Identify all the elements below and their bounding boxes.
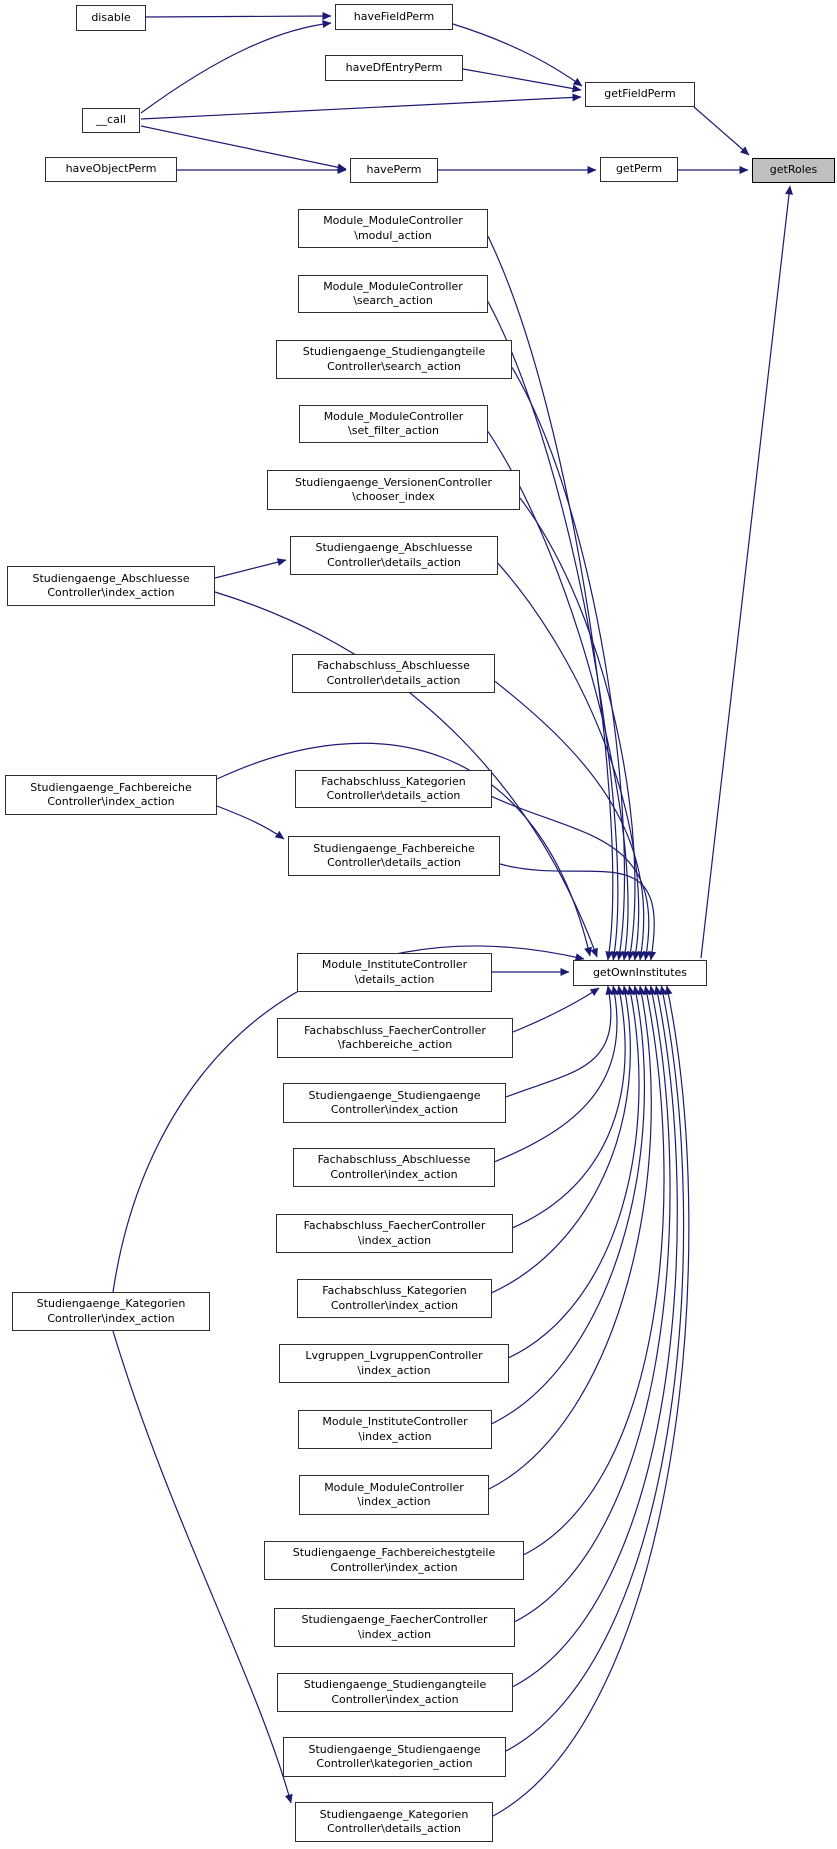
node-label: Studiengaenge_FaecherController (301, 1613, 488, 1627)
node-label: getFieldPerm (604, 87, 676, 101)
node-stud-fachbereichestgteile-index[interactable] (264, 1541, 524, 1580)
node-label: Studiengaenge_VersionenController (294, 475, 493, 489)
node-label: haveFieldPerm (353, 9, 435, 23)
node-label: Studiengaenge_Kategorien (36, 1297, 186, 1311)
node-fachab-faecher-fachbereiche[interactable] (277, 1018, 513, 1058)
node-getPerm[interactable] (600, 157, 678, 182)
node-stud-kategorien-index[interactable] (12, 1292, 210, 1331)
node-label: Module_InstituteController (321, 958, 468, 972)
node-label: Studiengaenge_Studiengaenge (308, 1742, 481, 1756)
node-label: Fachabschluss_Abschluesse (317, 1153, 471, 1167)
node-stud-abschluesse-index[interactable] (7, 566, 215, 606)
node-module-module-index[interactable] (299, 1475, 489, 1515)
node-label: \modul_action (354, 228, 432, 242)
node-label: \details_action (354, 972, 435, 986)
node-label: Fachabschluss_Abschluesse (317, 659, 470, 673)
node-module-institute-index[interactable] (298, 1410, 492, 1449)
node-fachab-abschluesse-index[interactable] (293, 1148, 495, 1187)
node-label: Studiengaenge_Fachbereichestgteile (292, 1546, 496, 1560)
edge-stud-abschluesse-index-stud-abschluesse-details (215, 560, 286, 578)
node-label: Controller\index_action (47, 1311, 175, 1325)
node-label: \set_filter_action (348, 424, 439, 437)
edge-stud-stgteile-index-getOwnInstitutes (513, 986, 677, 1687)
node-label: Module_ModuleController (323, 279, 463, 293)
node-label: Studiengaenge_Studiengangteile (302, 345, 486, 359)
node-fachab-abschluesse-details[interactable] (292, 654, 495, 693)
node-label: Controller\search_action (327, 359, 461, 373)
node-label: Lvgruppen_LvgruppenController (305, 1349, 483, 1363)
node-label: haveDfEntryPerm (345, 60, 443, 74)
node-label: Controller\details_action (327, 1822, 461, 1835)
edge-module-set-filter-action-getOwnInstitutes (488, 432, 628, 960)
node-module-set-filter-action[interactable] (299, 405, 488, 443)
node-label: Controller\details_action (326, 673, 461, 687)
node-label: Module_ModuleController (324, 1480, 464, 1494)
node-label: Module_ModuleController (323, 214, 463, 228)
node-fachab-kategorien-index[interactable] (297, 1279, 492, 1318)
node-lvgruppen-index[interactable] (279, 1344, 509, 1383)
edge-stud-studiengaenge-kategorien-getOwnInstitutes (506, 986, 684, 1751)
edge-__call-haveFieldPerm (141, 23, 331, 113)
node-label: Controller\index_action (330, 1167, 458, 1181)
node-label: getPerm (615, 162, 663, 176)
edge-getOwnInstitutes-getRoles (701, 186, 790, 958)
edge-module-institute-index-getOwnInstitutes (492, 986, 644, 1424)
node-haveObjectPerm[interactable] (45, 157, 177, 182)
node-label: Fachabschluss_FaecherController (303, 1219, 486, 1233)
node-label: Controller\details_action (327, 555, 461, 569)
node-label: Module_ModuleController (323, 409, 464, 423)
node-label: havePerm (366, 163, 422, 177)
node-label: \index_action (357, 1495, 431, 1508)
edge-lvgruppen-index-getOwnInstitutes (509, 986, 639, 1358)
node-stud-stgteile-index[interactable] (277, 1673, 513, 1712)
node-label: \index_action (357, 1627, 432, 1641)
node-label: Studiengaenge_Abschluesse (315, 541, 473, 555)
edge-haveFieldPerm-getFieldPerm (453, 24, 582, 86)
edge-stud-fachbereiche-index-stud-fachbereiche-details (217, 806, 284, 839)
edge-fachab-faecher-index-getOwnInstitutes (513, 986, 625, 1228)
node-stud-fachbereiche-details[interactable] (288, 836, 500, 876)
node-label: Controller\index_action (47, 586, 175, 599)
node-getRoles[interactable] (752, 158, 835, 183)
node-getOwnInstitutes[interactable] (573, 960, 707, 986)
node-module-modul-action[interactable] (298, 209, 488, 248)
node-fachab-faecher-index[interactable] (276, 1214, 513, 1253)
node-label: Controller\details_action (326, 789, 461, 802)
node-__call[interactable] (82, 108, 140, 133)
node-stud-abschluesse-details[interactable] (290, 536, 498, 575)
node-stud-studiengaenge-index[interactable] (283, 1083, 506, 1123)
node-label: \chooser_index (352, 490, 435, 503)
node-label: Controller\details_action (327, 856, 461, 869)
edge-disable-haveFieldPerm (146, 16, 331, 17)
node-label: Studiengaenge_Kategorien (319, 1807, 469, 1821)
node-label: Controller\index_action (330, 1560, 458, 1574)
node-havePerm[interactable] (350, 158, 438, 183)
node-label: Studiengaenge_Fachbereiche (313, 841, 475, 855)
edge-stud-kategorien-details-getOwnInstitutes (493, 986, 689, 1816)
node-label: Controller\index_action (331, 1692, 459, 1706)
edge-fachab-kategorien-details-getOwnInstitutes (492, 797, 649, 960)
node-label: Fachabschluss_Kategorien (322, 1284, 467, 1298)
node-label: Controller\index_action (330, 1103, 459, 1116)
node-label: getRoles (769, 163, 818, 177)
node-label: Controller\index_action (330, 1298, 459, 1312)
node-label: __call (96, 113, 126, 127)
edge-__call-getFieldPerm (141, 97, 581, 119)
node-label: Fachabschluss_FaecherController (304, 1023, 486, 1037)
node-stgteile-search-action[interactable] (276, 340, 512, 379)
edge-getFieldPerm-getRoles (694, 107, 749, 155)
node-label: \index_action (358, 1429, 432, 1443)
edge-haveDfEntryPerm-getFieldPerm (463, 69, 581, 90)
node-fachab-kategorien-details[interactable] (295, 770, 492, 808)
node-label: Studiengaenge_Studiengaenge (308, 1088, 481, 1102)
node-label: Module_InstituteController (322, 1415, 468, 1429)
edge-module-module-index-getOwnInstitutes (489, 986, 651, 1489)
node-stud-fachbereiche-index[interactable] (5, 775, 217, 815)
node-label: Fachabschluss_Kategorien (321, 774, 466, 788)
node-disable[interactable] (76, 5, 146, 31)
node-getFieldPerm[interactable] (585, 82, 695, 107)
edge-fachab-faecher-fachbereiche-getOwnInstitutes (513, 988, 599, 1032)
node-label: Controller\index_action (47, 795, 175, 808)
edge-stud-studiengaenge-index-getOwnInstitutes (506, 986, 611, 1097)
node-label: \fachbereiche_action (337, 1038, 453, 1051)
node-stud-kategorien-details[interactable] (295, 1802, 493, 1842)
node-module-search-action[interactable] (298, 275, 488, 313)
edge-fachab-abschluesse-details-getOwnInstitutes (495, 681, 644, 960)
node-label: \index_action (357, 1363, 431, 1377)
node-stud-faecher-index[interactable] (274, 1608, 515, 1647)
node-label: getOwnInstitutes (592, 965, 688, 979)
node-haveFieldPerm[interactable] (335, 4, 453, 30)
node-module-institute-details[interactable] (297, 953, 492, 992)
node-label: Controller\kategorien_action (316, 1757, 473, 1770)
node-label: Studiengaenge_Fachbereiche (30, 780, 192, 794)
edge-stud-fachbereichestgteile-index-getOwnInstitutes (524, 986, 664, 1555)
node-versionen-chooser-index[interactable] (267, 470, 520, 510)
node-stud-studiengaenge-kategorien[interactable] (283, 1737, 506, 1777)
node-haveDfEntryPerm[interactable] (325, 55, 463, 81)
node-label: Studiengaenge_Studiengangteile (303, 1678, 487, 1692)
node-label: \search_action (353, 294, 433, 307)
node-label: disable (91, 10, 131, 24)
node-label: Studiengaenge_Abschluesse (32, 571, 190, 585)
node-label: haveObjectPerm (65, 162, 157, 176)
node-label: \index_action (357, 1233, 432, 1247)
